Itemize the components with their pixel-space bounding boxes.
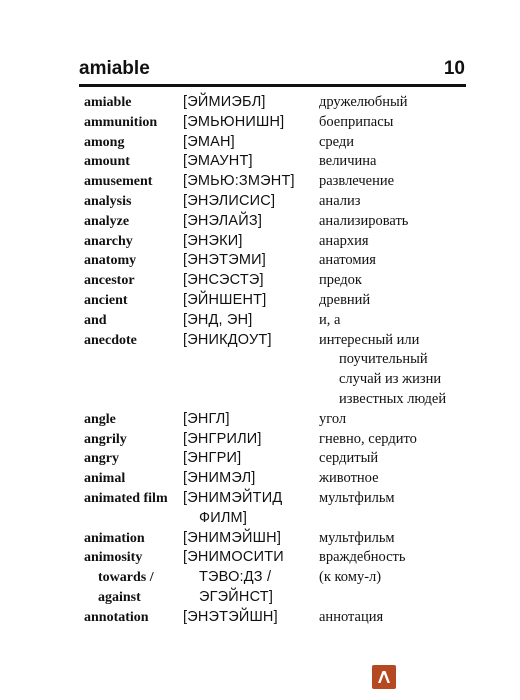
entry-headword: ancestor bbox=[84, 273, 135, 289]
entry-translation: развлечение bbox=[319, 173, 395, 190]
entry-headword: analyze bbox=[84, 213, 130, 229]
entry-translation: животное bbox=[319, 470, 379, 487]
entry-line bbox=[0, 331, 520, 351]
entry-translation: анализ bbox=[319, 192, 361, 209]
dictionary-entry bbox=[0, 529, 520, 549]
entry-line bbox=[0, 370, 520, 390]
entry-line bbox=[0, 152, 520, 172]
entry-line bbox=[0, 449, 520, 469]
entry-line bbox=[0, 192, 520, 212]
dictionary-entry bbox=[0, 251, 520, 271]
entry-translation: враждебность bbox=[319, 549, 406, 566]
entry-transcription: [ЭНЭТЭЙШН] bbox=[183, 608, 278, 625]
entry-line bbox=[0, 350, 520, 370]
dictionary-entry bbox=[0, 152, 520, 172]
entry-line bbox=[0, 113, 520, 133]
dictionary-entry bbox=[0, 291, 520, 311]
entry-transcription: [ЭНИМЭЛ] bbox=[183, 470, 256, 487]
dictionary-entry bbox=[0, 133, 520, 153]
entry-translation: угол bbox=[319, 410, 347, 427]
entry-headword: angrily bbox=[84, 431, 127, 447]
entry-headword: angry bbox=[84, 451, 119, 467]
entry-line bbox=[0, 212, 520, 232]
entry-line bbox=[0, 430, 520, 450]
entry-line bbox=[0, 172, 520, 192]
entry-line bbox=[0, 568, 520, 588]
dictionary-entry bbox=[0, 232, 520, 252]
entry-translation: и, а bbox=[319, 311, 341, 328]
entry-line bbox=[0, 489, 520, 509]
entry-line bbox=[0, 548, 520, 568]
entry-translation: величина bbox=[319, 153, 377, 170]
entry-translation: анатомия bbox=[319, 252, 376, 269]
entry-translation: боеприпасы bbox=[319, 113, 394, 130]
dictionary-entry bbox=[0, 449, 520, 469]
entry-headword: among bbox=[84, 134, 125, 150]
entry-line bbox=[0, 509, 520, 529]
entry-transcription: [ЭНСЭСТЭ] bbox=[183, 272, 264, 289]
entry-transcription: ЭГЭЙНСТ] bbox=[199, 588, 274, 605]
entry-headword: annotation bbox=[84, 609, 149, 625]
publisher-logo-icon bbox=[372, 665, 396, 689]
entry-headword: amusement bbox=[84, 174, 153, 190]
entry-headword: amount bbox=[84, 154, 130, 170]
entry-transcription: [ЭЙМИЭБЛ] bbox=[183, 94, 266, 110]
entry-headword: towards / bbox=[98, 570, 154, 586]
entry-headword: and bbox=[84, 312, 107, 328]
entry-translation: среди bbox=[319, 133, 355, 150]
header-rule bbox=[79, 84, 466, 87]
entry-transcription: [ЭНИКДОУТ] bbox=[183, 331, 272, 348]
entry-transcription: [ЭНИМЭЙТИД bbox=[183, 489, 283, 506]
entry-headword: anatomy bbox=[84, 253, 137, 269]
entry-transcription: [ЭНЭЛАЙЗ] bbox=[183, 212, 263, 229]
entry-transcription: [ЭНД, ЭН] bbox=[183, 311, 253, 328]
entry-translation: интересный или bbox=[319, 331, 420, 348]
dictionary-entry bbox=[0, 212, 520, 232]
entry-transcription: [ЭНГЛ] bbox=[183, 410, 230, 427]
entry-transcription: [ЭНГРИ] bbox=[183, 450, 242, 467]
entry-translation: гневно, сердито bbox=[319, 430, 417, 447]
dictionary-entry bbox=[0, 608, 520, 628]
entry-transcription: [ЭНЭТЭМИ] bbox=[183, 252, 266, 269]
entry-translation: мультфильм bbox=[319, 529, 395, 546]
entry-list bbox=[0, 93, 520, 628]
entry-headword: amiable bbox=[84, 95, 132, 110]
entry-line bbox=[0, 390, 520, 410]
entry-line bbox=[0, 133, 520, 153]
dictionary-entry bbox=[0, 410, 520, 430]
entry-translation: дружелюбный bbox=[319, 94, 408, 110]
entry-transcription: [ЭМЬЮ:ЗМЭНТ] bbox=[183, 173, 295, 190]
entry-headword: analysis bbox=[84, 193, 132, 209]
entry-translation: мультфильм bbox=[319, 489, 395, 506]
entry-transcription: [ЭМЬЮНИШН] bbox=[183, 113, 285, 130]
dictionary-entry bbox=[0, 113, 520, 133]
entry-line bbox=[0, 469, 520, 489]
entry-translation: аннотация bbox=[319, 608, 384, 625]
entry-line bbox=[0, 271, 520, 291]
page-number: 10 bbox=[443, 58, 465, 79]
dictionary-entry bbox=[0, 93, 520, 113]
entry-translation: анализировать bbox=[319, 212, 409, 229]
dictionary-entry bbox=[0, 469, 520, 489]
dictionary-entry bbox=[0, 172, 520, 192]
entry-translation: анархия bbox=[319, 232, 369, 249]
entry-line bbox=[0, 291, 520, 311]
entry-transcription: ТЭВО:ДЗ / bbox=[199, 569, 272, 586]
entry-translation: предок bbox=[319, 272, 362, 289]
entry-headword: animation bbox=[84, 530, 145, 546]
entry-transcription: [ЭЙНШЕНТ] bbox=[183, 291, 267, 308]
dictionary-entry bbox=[0, 271, 520, 291]
entry-transcription: [ЭНИМЭЙШН] bbox=[183, 529, 282, 546]
dictionary-entry bbox=[0, 548, 520, 607]
entry-translation: поучительный bbox=[339, 351, 428, 368]
entry-transcription: ФИЛМ] bbox=[199, 509, 248, 526]
entry-line bbox=[0, 93, 520, 113]
entry-translation: древний bbox=[319, 291, 371, 308]
entry-headword: angle bbox=[84, 411, 116, 427]
entry-transcription: [ЭНИМОСИТИ bbox=[183, 549, 284, 566]
entry-headword: animosity bbox=[84, 550, 143, 566]
entry-line bbox=[0, 588, 520, 608]
entry-line bbox=[0, 311, 520, 331]
entry-line bbox=[0, 410, 520, 430]
entry-headword: ancient bbox=[84, 292, 128, 308]
entry-line bbox=[0, 232, 520, 252]
entry-translation: случай из жизни bbox=[339, 371, 442, 388]
dictionary-entry bbox=[0, 192, 520, 212]
entry-transcription: [ЭНЭЛИСИС] bbox=[183, 192, 276, 209]
entry-transcription: [ЭНГРИЛИ] bbox=[183, 430, 262, 447]
entry-translation: (к кому-л) bbox=[319, 569, 382, 586]
entry-headword: anecdote bbox=[84, 332, 137, 348]
page-header bbox=[79, 58, 465, 82]
entry-transcription: [ЭМАН] bbox=[183, 133, 235, 150]
entry-transcription: [ЭНЭКИ] bbox=[183, 232, 243, 249]
entry-headword: animal bbox=[84, 471, 126, 487]
entry-transcription: [ЭМАУНТ] bbox=[183, 153, 253, 170]
entry-line bbox=[0, 251, 520, 271]
dictionary-entry bbox=[0, 331, 520, 410]
entry-headword: anarchy bbox=[84, 233, 133, 249]
entry-line bbox=[0, 529, 520, 549]
entry-line bbox=[0, 608, 520, 628]
running-headword: amiable bbox=[79, 58, 150, 79]
entry-headword: against bbox=[98, 589, 141, 605]
entry-translation: сердитый bbox=[319, 450, 379, 467]
dictionary-entry bbox=[0, 430, 520, 450]
entry-headword: ammunition bbox=[84, 114, 158, 130]
dictionary-entry bbox=[0, 311, 520, 331]
entry-translation: известных людей bbox=[339, 390, 447, 407]
entry-headword: animated film bbox=[84, 490, 168, 506]
dictionary-entry bbox=[0, 489, 520, 529]
